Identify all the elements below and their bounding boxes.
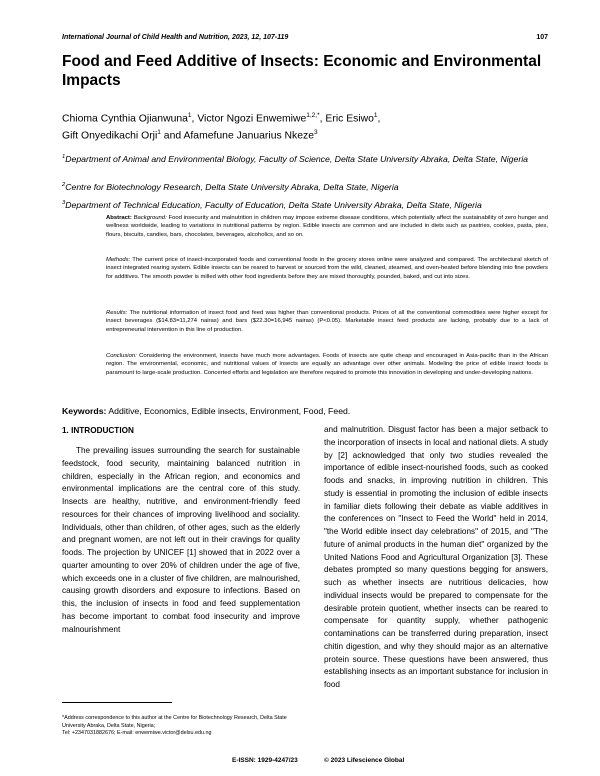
footer-copyright: © 2023 Lifescience Global [324, 757, 405, 764]
author-name: Eric Esiwo [325, 113, 374, 125]
results-label: Results: [106, 310, 128, 316]
affiliation-marker: 1 [62, 154, 66, 160]
author-name: Victor Ngozi Enwemiwe [197, 113, 307, 125]
keywords-label: Keywords: [62, 406, 107, 416]
affiliation [62, 180, 548, 193]
affiliation [62, 152, 548, 165]
running-head [62, 34, 548, 41]
affiliation-text: Department of Animal and Environmental Biology, Faculty of Science, Delta State University Abraka, Delta State, Nigeria [65, 153, 528, 164]
correspondence-footnote [62, 715, 300, 738]
article-title: Food and Feed Additive of Insects: Economic and Environmental Impacts [62, 53, 542, 89]
author-list: Chioma Cynthia Ojianwuna$^1$, Victor Ngozi Enwemiwe$^{1,2,*}$, Eric Esiwo$^1$, Gift Onyedikachi Orji$^1$ and Afamefune Januarius Nkeze$^3$ [62, 112, 381, 142]
author-affil-marker: 1 [157, 128, 161, 136]
abstract-methods [106, 256, 548, 281]
body-paragraph: and malnutrition. Disgust factor has been a major setback to the incorporation of insects in local and national diets. A study by [2] acknowledged that only two studies revealed the importance of edible insect-nourished foods, such as cooked foods and snacks, in improving nutrition in children. This study is essential in promoting the inclusion of edible insects in familiar diets following their debate as viable additives in the conferences on "Insect to Feed the World" held in 2014, "the World edible insect day celebrations" of 2015, and "The future of animal products in the human diet" organized by the United Nations Food and Agricultural Organization [3]. These debates prompted so many questions begging for answers, such as whether insects are nutritious delicacies, how individual insects would be prepared to compensate for the desirable protein quotient, whether insects can be reared to compensate for quantity supply, whether pathogenic contaminations can be transferred during preparation, insect chitin digestion, and why they should major as an alternative protein source. These questions have been answered, thus establishing insects as an important substance for inclusion in food [324, 425, 548, 689]
abstract-results [106, 309, 548, 334]
affiliation-marker: 3 [62, 200, 66, 206]
footnote-line: *Address correspondence to this author at the Centre for Biotechnology Research, Delta State University Abraka, Delta State, Nigeria; [62, 715, 287, 729]
page-number: 107 [536, 34, 548, 41]
author-name: Chioma Cynthia Ojianwuna [62, 113, 188, 125]
body-paragraph: The prevailing issues surrounding the search for sustainable feedstock, food security, maintaining balanced nutrition in children, especially in the African region, and economics and environmental implications are the central core of this study. Insects are healthy, nutritive, and environment-friendly feed resources for their chances of improving livelihood and sociality. Individuals, other than children, of other ages, such as the elderly and pregnant women, are not left out in their cravings for quality foods. The projection by UNICEF [1] showed that in 2022 over a quarter amounting to over 20% of children under the age of five, which exceeds one in a cluster of five children, are malnourished, causing growth disorders and exposure to infections. Based on this, the inclusion of insects in food and feed supplementation has become important to combat food insecurity and improve malnourishment [62, 446, 300, 634]
affiliation [62, 198, 548, 211]
author-conjunction: and [163, 130, 182, 142]
abstract-background [106, 214, 548, 239]
author-affil-marker: 1,2,* [306, 112, 320, 119]
author-affil-marker: 1 [373, 112, 378, 119]
affiliation-text: Department of Technical Education, Faculty of Education, Delta State University Abraka, Delta State, Nigeria [65, 199, 482, 210]
author-name: Afamefune Januarius Nkeze [183, 130, 315, 142]
body-column-left [62, 445, 300, 636]
results-text: The nutritional information of insect food and feed was higher than conventional products. Prices of all the conventional commodities were higher except for insect beverages ($14.83=11,274 nairas) and bars ($22.30=16,945 nairas) (P<0.05). Marketable insect feed products are lacking, probably due to a lack of entrepreneurial intervention in this line of production. [106, 310, 548, 333]
affiliation-marker: 2 [62, 182, 66, 188]
author-affil-marker: 1 [187, 112, 192, 119]
affiliation-text: Centre for Biotechnology Research, Delta State University Abraka, Delta State, Nigeria [65, 181, 399, 192]
author-name: Gift Onyedikachi Orji [62, 130, 158, 142]
body-column-right [324, 424, 548, 692]
abstract-conclusion [106, 352, 548, 377]
abstract-label: Abstract: [106, 215, 132, 221]
footer-issn: E-ISSN: 1929-4247/23 [232, 757, 298, 764]
footnote-line: Tel: +2347031882676; E-mail: enwemiwe.victor@delsu.edu.ng [62, 730, 212, 737]
methods-text: The current price of insect-incorporated foods and conventional foods in the grocery stores online were analyzed and compared. The architectural sketch of insect integrated rearing system. Edible insects can be reared to harvest or sourced from the wild, cleaned, steamed, and oven-heated before blending into fine powders for additives. The smooth powder is milled with other food ingredients before they are mixed thoroughly, pounded, baked, and cut into sizes. [106, 257, 549, 280]
author-affil-marker: 3 [314, 128, 318, 136]
conclusion-label: Conclusion: [106, 353, 137, 359]
background-text: Food insecurity and malnutrition in children may impose extreme disease conditions, which potentially affect the sustainability of zero hunger and wellness worldwide, leading to variations in nutritional patterns by region. Edible insects are common and are included in diets such as pastries, cookies, pasta, pies, flours, biscuits, candies, bars, chocolates, beverages, alcoholics, and so on. [106, 215, 548, 238]
section-heading: 1. INTRODUCTION [62, 426, 134, 435]
conclusion-text: Considering the environment, insects have much more advantages. Foods of insects are quite cheap and encouraged in Asia-pacific than in the African region. The environmental, economic, and nutritional values of insects are equally an advantage over other animals. Modeling the price of edible insect foods is paramount to large-scale production. Concerted efforts and legislation are therefore required to promote this innovation in developing and under-developing nations. [106, 353, 548, 376]
background-label: Background: [133, 215, 167, 221]
footnote-divider [62, 702, 172, 703]
journal-citation: International Journal of Child Health and Nutrition, 2023, 12, 107-119 [62, 34, 289, 41]
methods-label: Methods: [106, 257, 131, 263]
keywords-text: Additive, Economics, Edible insects, Environment, Food, Feed. [108, 406, 351, 416]
keywords [62, 406, 548, 416]
